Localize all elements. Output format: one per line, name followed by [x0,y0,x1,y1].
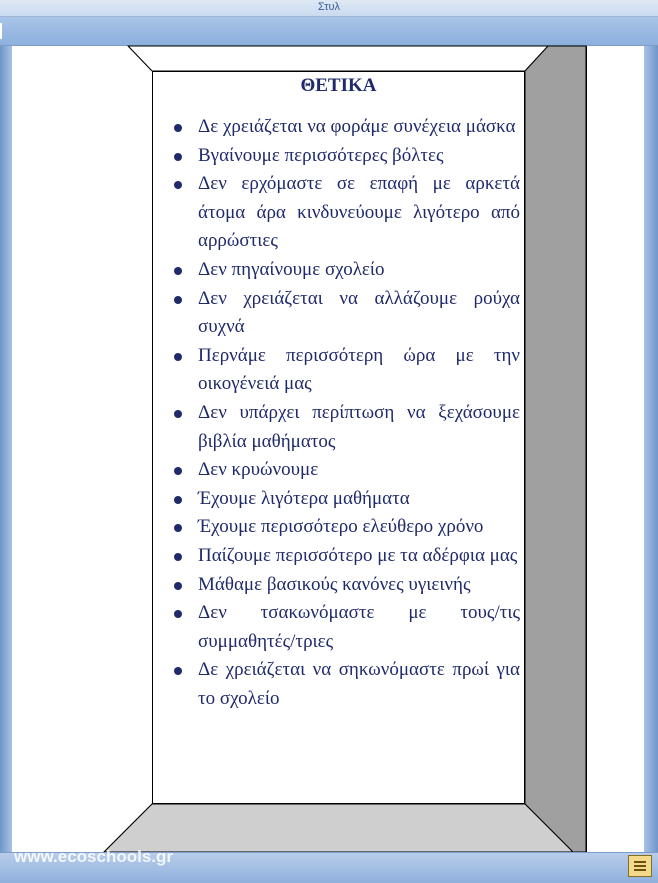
list-item-text: Δε χρειάζεται να σηκωνόμαστε πρωί για το σχολείο [198,659,520,709]
list-item [173,513,520,542]
bullet-icon [174,124,182,132]
bullet-icon [174,353,182,361]
list-item-text: Δεν πηγαίνουμε σχολείο [198,258,385,280]
list-item-text: Δεν τσακωνόμαστε με τους/τις συμμαθητές/τριες [198,602,520,652]
list-item-text: Δεν κρυώνουμε [198,459,319,481]
list-item [173,456,520,485]
list-item [173,342,520,399]
bullet-icon [174,667,182,675]
list-item-text: Δε χρειάζεται να φοράμε συνέχεια μάσκα [198,116,516,137]
list-item [173,142,520,171]
bullet-icon [174,296,182,304]
list-item [173,256,520,285]
bullet-icon [174,267,182,275]
list-item-text: Δεν ερχόμαστε σε επαφή με αρκετά άτομα άρα κινδυνεύουμε λιγότερο από αρρώστιες [198,173,520,252]
positives-list [173,113,520,713]
page-view-icon[interactable] [628,855,652,877]
card-title: ΘΕΤΙΚΑ [300,75,377,96]
bevel-bottom [104,804,573,852]
bullet-icon [174,467,182,475]
list-item [173,656,520,713]
styles-group-label: Στυλ [317,1,341,13]
bullet-icon [174,610,182,618]
list-item-text: Δεν υπάρχει περίπτωση να ξεχάσουμε βιβλία μαθήματος [198,401,520,452]
list-item-text: Μάθαμε βασικούς κανόνες υγιεινής [198,573,471,595]
bevel-right [525,46,586,852]
list-item-text: Βγαίνουμε περισσότερες βόλτες [198,144,444,166]
positives-card [152,71,525,804]
list-item-text: Έχουμε περισσότερο ελεύθερο χρόνο [198,516,484,538]
list-item [173,485,520,514]
watermark-text: www.ecoschools.gr [14,847,174,866]
bullet-icon [174,181,182,189]
bullet-icon [174,496,182,504]
list-item [173,113,520,142]
list-item [173,571,520,600]
list-item-text: Περνάμε περισσότερη ώρα με την οικογένειά μας [198,344,520,395]
list-item [173,542,520,571]
list-item [173,599,520,656]
bullet-icon [174,524,182,532]
list-item-text: Έχουμε λιγότερα μαθήματα [198,487,410,509]
bullet-icon [174,553,182,561]
list-item-text: Δεν χρειάζεται να αλλάζουμε ρούχα συχνά [198,287,520,338]
bevel-top [128,46,548,71]
list-item [173,170,520,256]
bevel-left [88,46,152,852]
list-item [173,399,520,456]
bullet-icon [174,410,182,418]
list-item [173,285,520,342]
bullet-icon [174,582,182,590]
list-item-text: Παίζουμε περισσότερο με τα αδέρφια μας [198,544,518,566]
bullet-icon [174,153,182,161]
